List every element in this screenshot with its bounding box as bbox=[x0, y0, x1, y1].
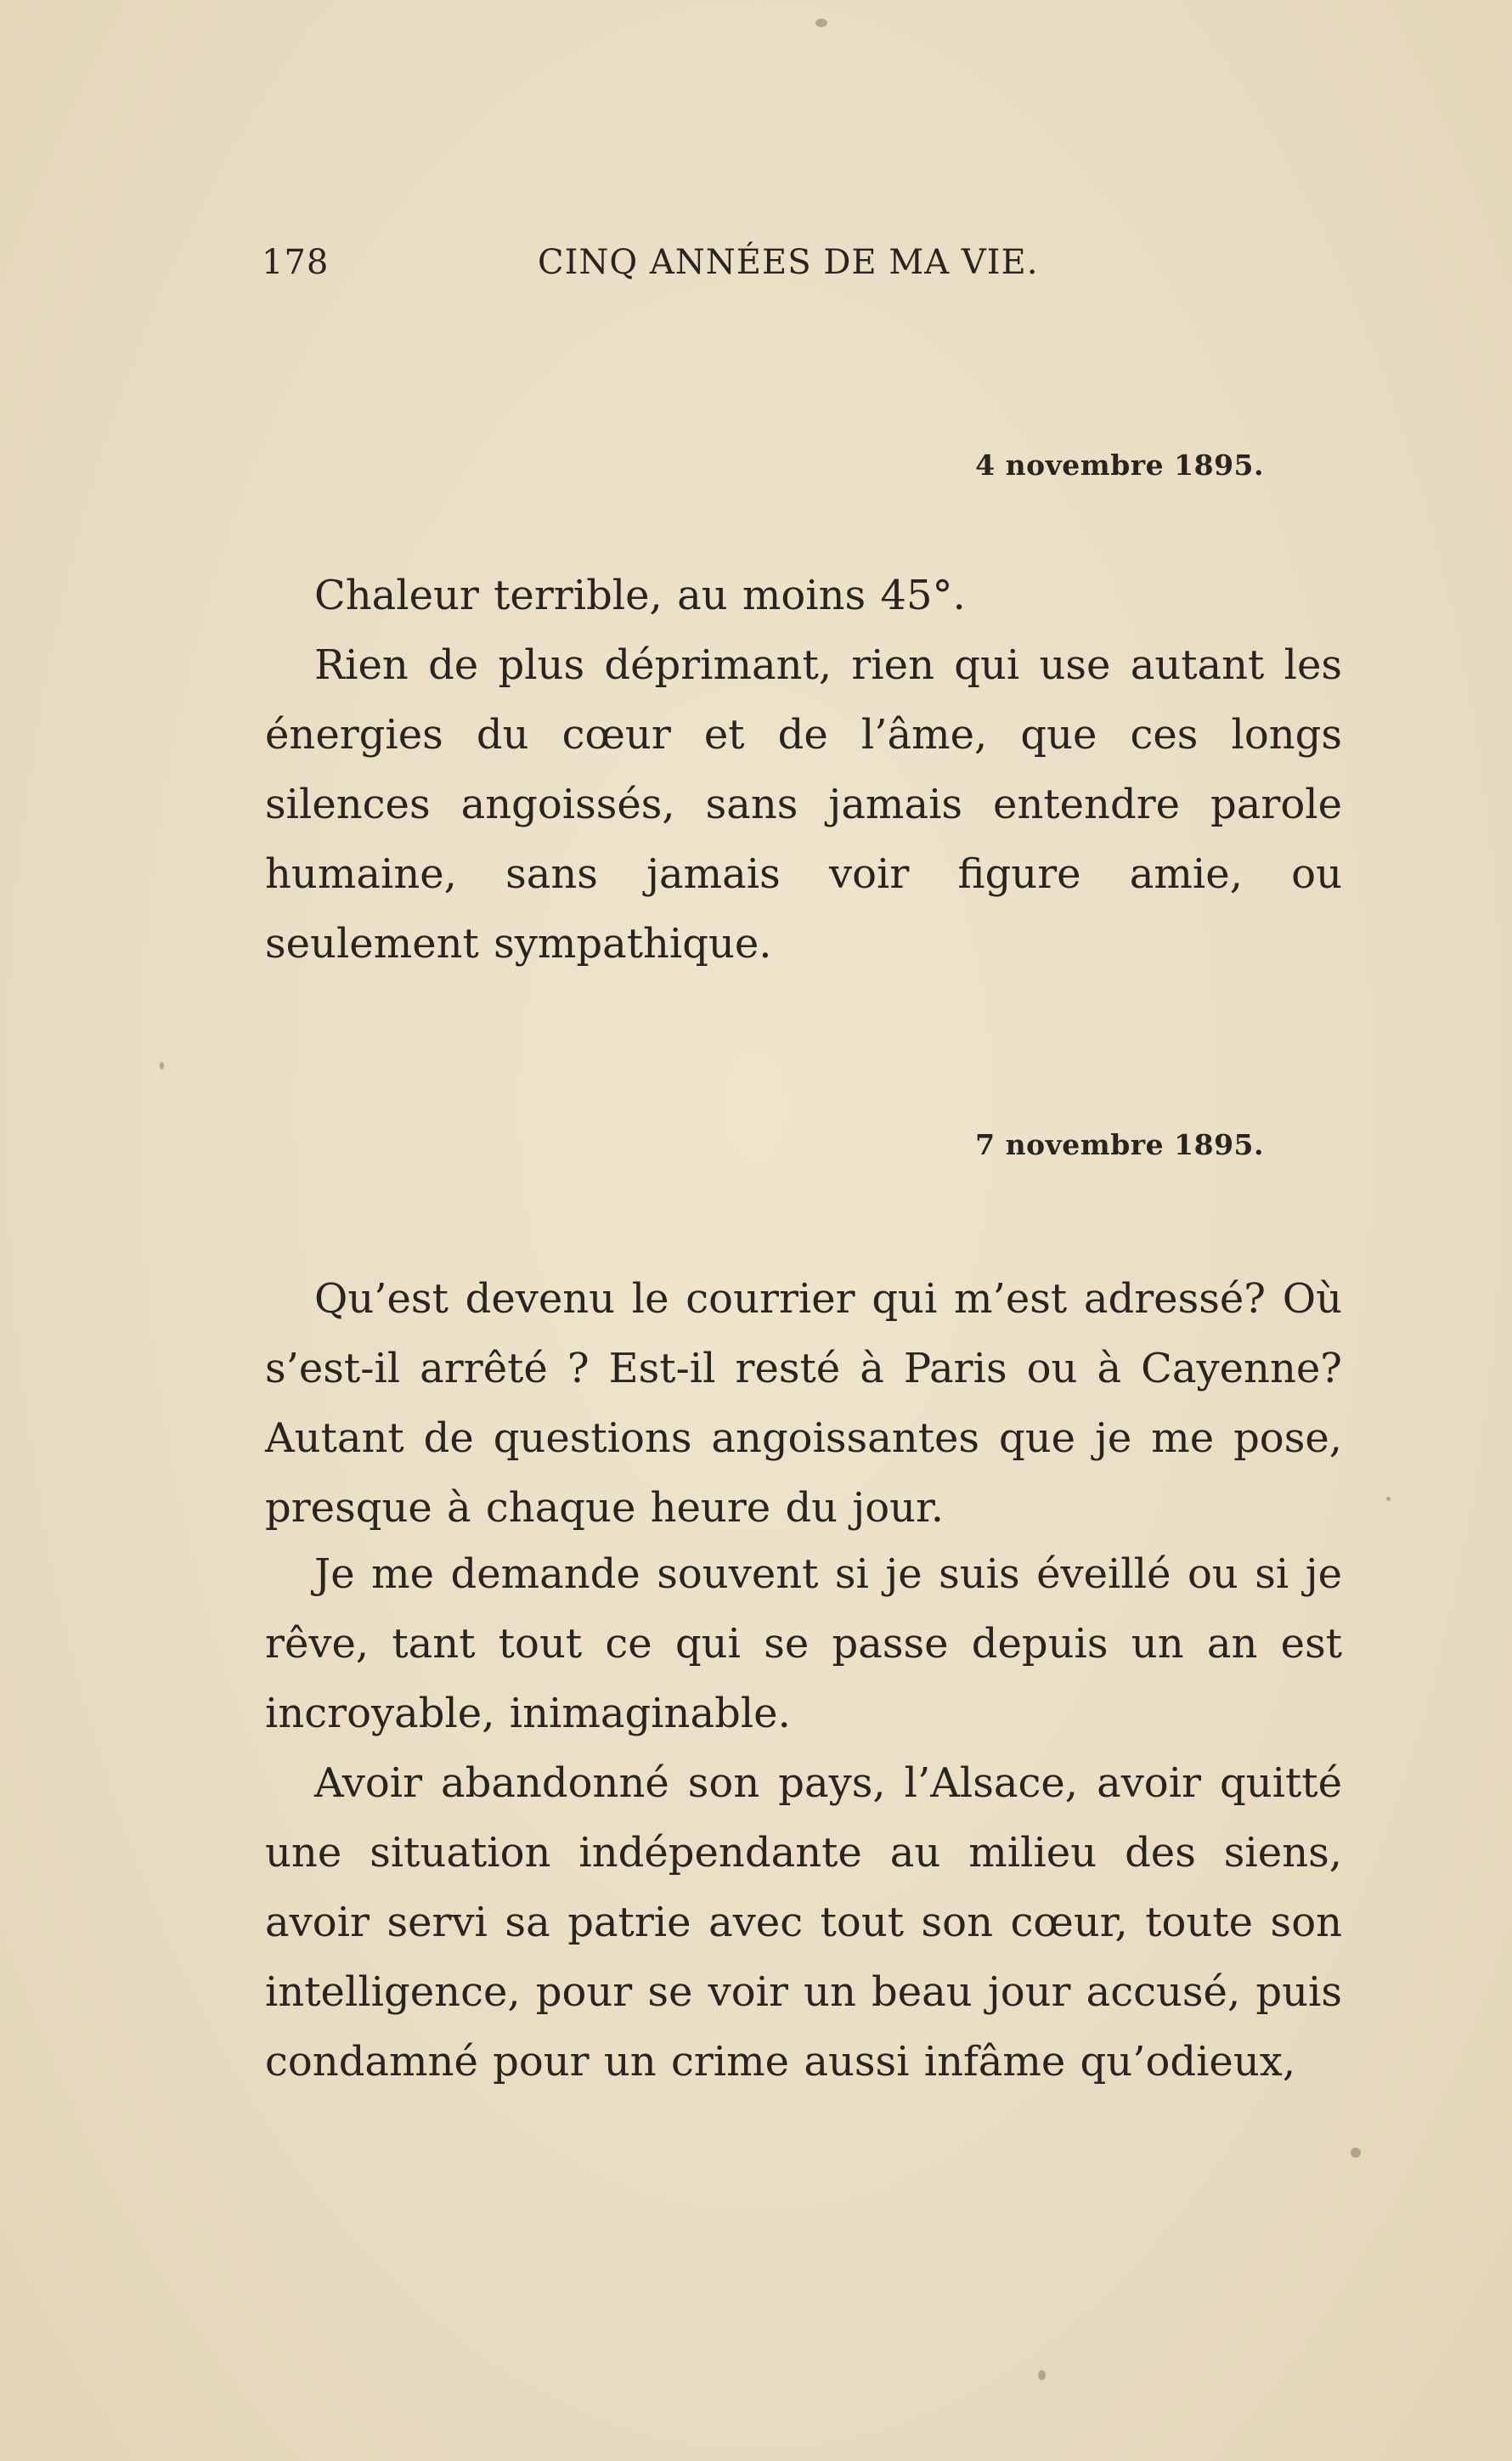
paragraph: Rien de plus déprimant, rien qui use autant les énergies du cœur et de l’âme, que ces longs silences angoissés, sans jamais entendre parole humaine, sans jamais voir figure amie, ou seulement sympathique. bbox=[265, 641, 1342, 968]
paragraph: Qu’est devenu le courrier qui m’est adressé? Où s’est-il arrêté ? Est-il resté à Paris ou à Cayenne? Autant de questions angoissantes que je me pose, presque à chaque heure du jour. bbox=[265, 1275, 1342, 1532]
running-title: CINQ ANNÉES DE MA VIE. bbox=[538, 243, 1039, 282]
paragraph: Chaleur terrible, au moins 45°. bbox=[314, 572, 966, 619]
paper-speck bbox=[1351, 2148, 1361, 2158]
paragraph: Avoir abandonné son pays, l’Alsace, avoir quitté une situation indépendante au milieu des siens, avoir servi sa patrie avec tout son cœur, toute son intelligence, pour se voir un beau jour accusé, puis condamné pour un crime aussi infâme qu’odieux, bbox=[265, 1759, 1342, 2086]
paper-speck bbox=[160, 1062, 164, 1070]
paper-speck bbox=[1386, 1497, 1391, 1501]
entry-date: 4 novembre 1895. bbox=[975, 449, 1264, 482]
running-header bbox=[262, 243, 1063, 294]
page-number: 178 bbox=[262, 243, 330, 282]
paragraph: Je me demande souvent si je suis éveillé ou si je rêve, tant tout ce qui se passe depuis un an est incroyable, inimaginable. bbox=[265, 1550, 1342, 1737]
entry-date: 7 novembre 1895. bbox=[975, 1128, 1264, 1161]
paper-speck bbox=[815, 19, 827, 27]
paper-speck bbox=[1038, 2370, 1046, 2380]
